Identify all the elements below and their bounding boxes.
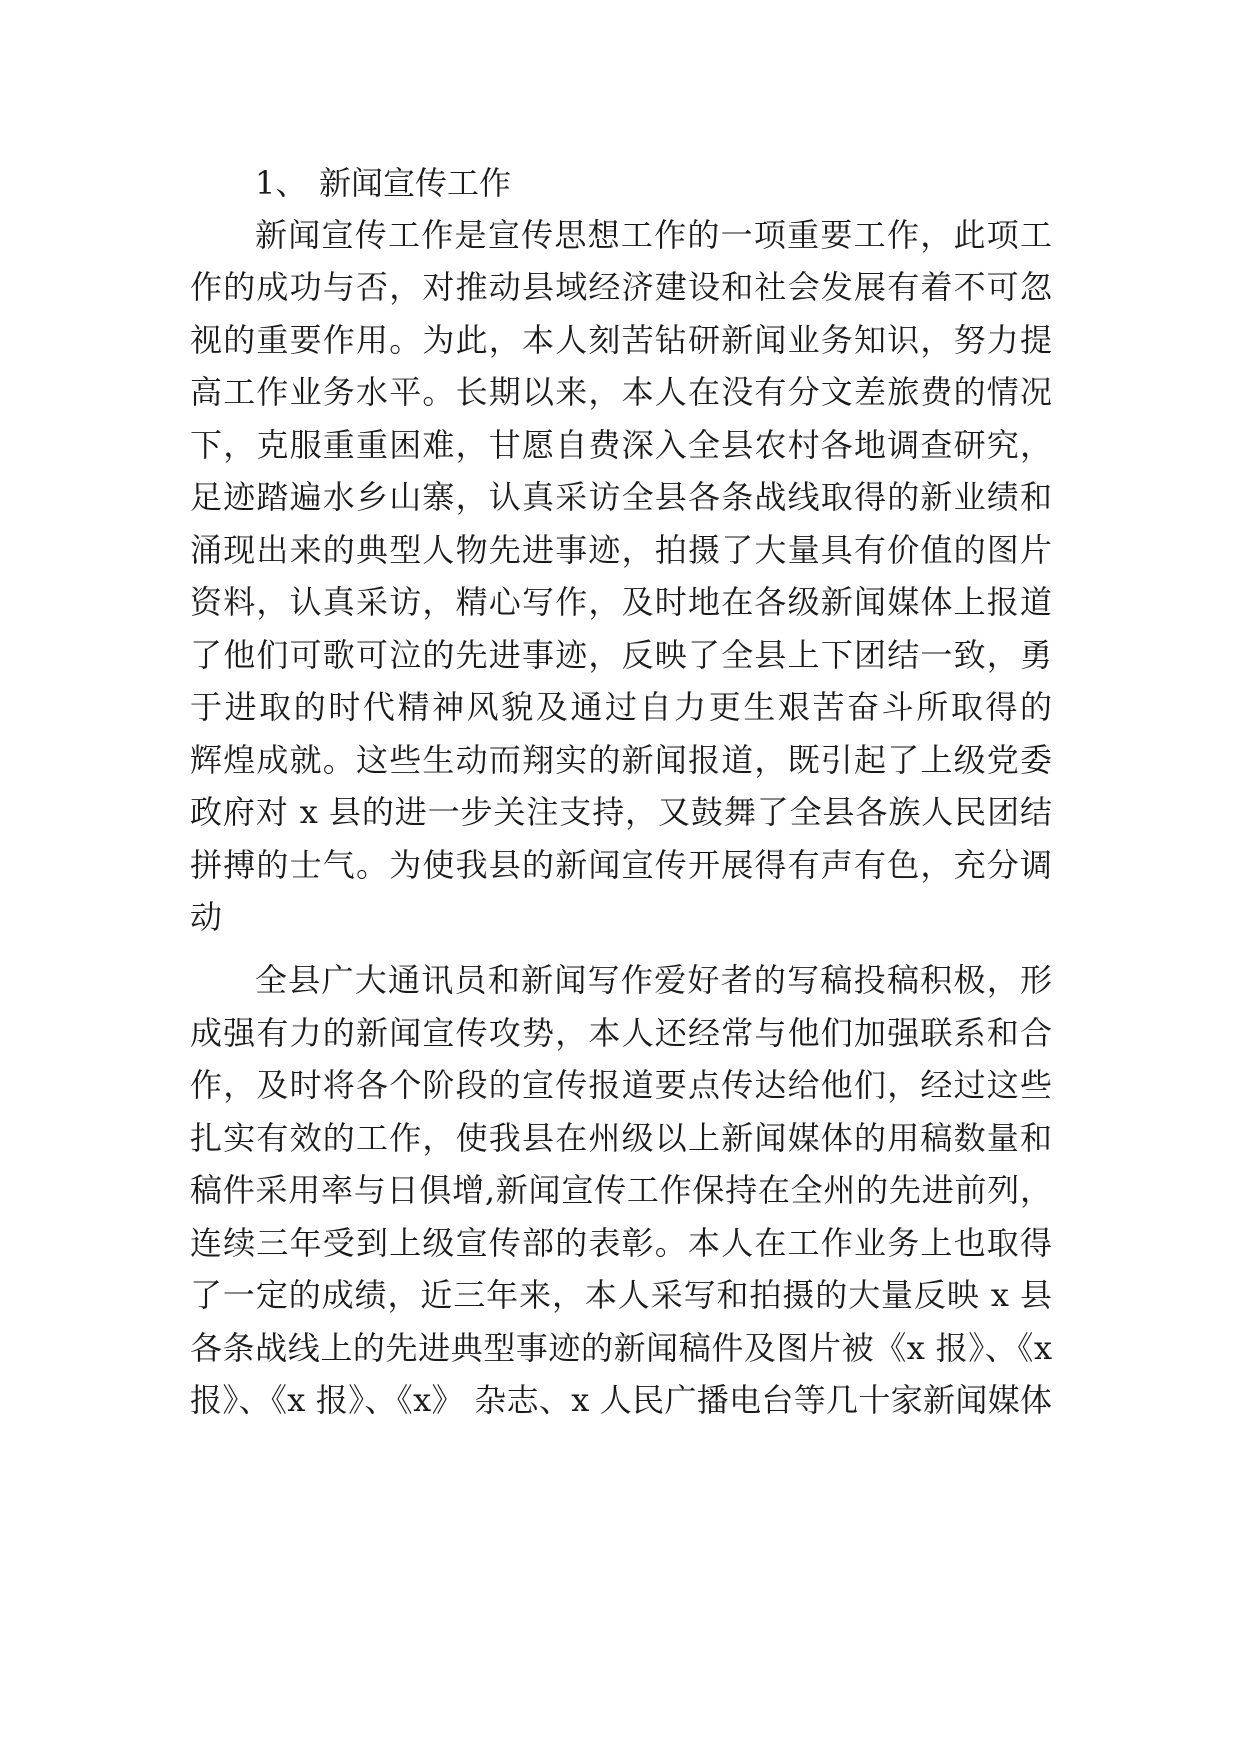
paragraph-line: 连续三年受到上级宣传部的表彰。本人在工作业务上也取得 xyxy=(190,1224,1052,1262)
paragraph-line: 了一定的成绩，近三年来，本人采写和拍摄的大量反映 x 县 xyxy=(190,1276,1052,1314)
paragraph-line: 拼搏的士气。为使我县的新闻宣传开展得有声有色，充分调 xyxy=(190,846,1052,884)
paragraph-line: 作的成功与否，对推动县域经济建设和社会发展有着不可忽 xyxy=(190,268,1052,306)
paragraph-line: 报》、《x 报》、《x》 杂志、x 人民广播电台等几十家新闻媒体 xyxy=(190,1381,1052,1419)
paragraph-line: 成强有力的新闻宣传攻势，本人还经常与他们加强联系和合 xyxy=(190,1014,1052,1052)
paragraph-line: 资料，认真采访，精心写作，及时地在各级新闻媒体上报道 xyxy=(190,583,1052,621)
paragraph-line: 视的重要作用。为此，本人刻苦钻研新闻业务知识，努力提 xyxy=(190,321,1052,359)
paragraph-line: 高工作业务水平。长期以来，本人在没有分文差旅费的情况 xyxy=(190,373,1052,411)
paragraph-line: 涌现出来的典型人物先进事迹，拍摄了大量具有价值的图片 xyxy=(190,531,1052,569)
paragraph-line: 作，及时将各个阶段的宣传报道要点传达给他们，经过这些 xyxy=(190,1066,1052,1104)
paragraph-line: 下，克服重重困难，甘愿自费深入全县农村各地调查研究， xyxy=(190,426,1052,464)
paragraph-line: 新闻宣传工作是宣传思想工作的一项重要工作，此项工 xyxy=(255,216,1052,254)
section-number: 1、 xyxy=(255,164,308,202)
paragraph-line: 动 xyxy=(190,898,223,936)
paragraph-line: 全县广大通讯员和新闻写作爱好者的写稿投稿积极，形 xyxy=(255,961,1052,999)
paragraph-line: 政府对 x 县的进一步关注支持，又鼓舞了全县各族人民团结 xyxy=(190,793,1052,831)
section-title: 新闻宣传工作 xyxy=(319,164,512,202)
section-heading xyxy=(255,163,511,203)
paragraph-line: 扎实有效的工作，使我县在州级以上新闻媒体的用稿数量和 xyxy=(190,1119,1052,1157)
paragraph-line: 稿件采用率与日俱增,新闻宣传工作保持在全州的先进前列， xyxy=(190,1171,1052,1209)
paragraph-line: 于进取的时代精神风貌及通过自力更生艰苦奋斗所取得的 xyxy=(190,688,1052,726)
paragraph-line: 各条战线上的先进典型事迹的新闻稿件及图片被《x 报》、《x xyxy=(190,1329,1052,1367)
paragraph-line: 了他们可歌可泣的先进事迹，反映了全县上下团结一致，勇 xyxy=(190,636,1052,674)
paragraph-line: 足迹踏遍水乡山寨，认真采访全县各条战线取得的新业绩和 xyxy=(190,478,1052,516)
paragraph-line: 辉煌成就。这些生动而翔实的新闻报道，既引起了上级党委 xyxy=(190,741,1052,779)
